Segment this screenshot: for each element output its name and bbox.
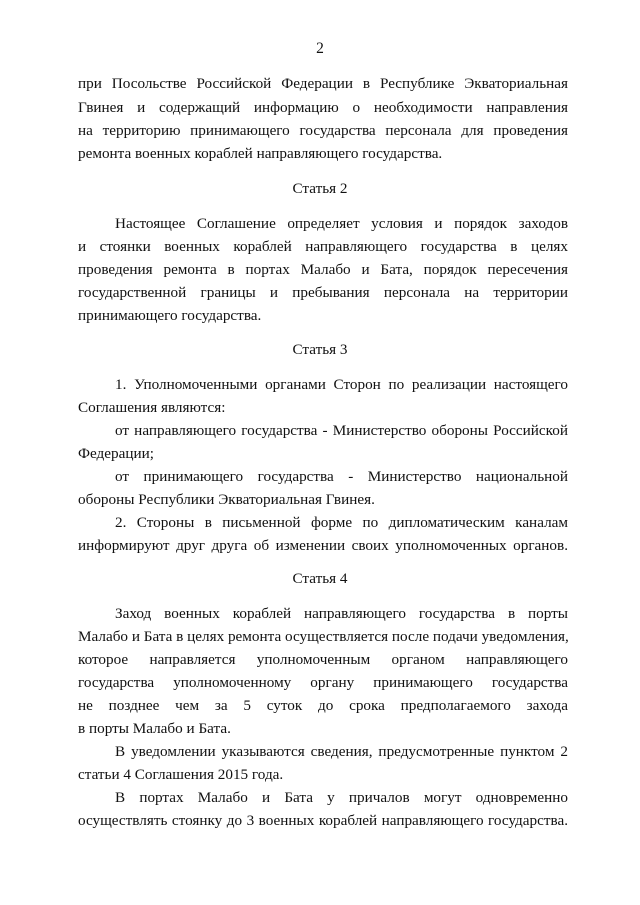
article-2-line: принимающего государства. bbox=[78, 307, 262, 324]
article-4-line: не позднее чем за 5 суток до срока предполагаемого захода bbox=[78, 697, 568, 714]
intro-line: при Посольстве Российской Федерации в Республике Экваториальная bbox=[78, 75, 568, 92]
article-3-line: 2. Стороны в письменной форме по дипломатическим каналам bbox=[115, 514, 568, 531]
article-4-line: в порты Малабо и Бата. bbox=[78, 720, 231, 737]
article-3-line: информируют друг друга об изменении своих уполномоченных органов. bbox=[78, 537, 568, 554]
intro-line: Гвинея и содержащий информацию о необходимости направления bbox=[78, 99, 568, 116]
article-2-line: проведения ремонта в портах Малабо и Бата, порядок пересечения bbox=[78, 261, 568, 278]
article-3-line: от принимающего государства - Министерство национальной bbox=[115, 468, 568, 485]
article-3-line: Соглашения являются: bbox=[78, 399, 226, 416]
article-4-line: В портах Малабо и Бата у причалов могут одновременно bbox=[115, 789, 568, 806]
intro-line: на территорию принимающего государства персонала для проведения bbox=[78, 122, 568, 139]
article-3-line: Федерации; bbox=[78, 445, 154, 462]
article-4-heading: Статья 4 bbox=[292, 570, 348, 587]
article-4-line: государства уполномоченному органу принимающего государства bbox=[78, 674, 568, 691]
article-4-line: В уведомлении указываются сведения, предусмотренные пунктом 2 bbox=[115, 743, 568, 760]
article-3-line: от направляющего государства - Министерство обороны Российской bbox=[115, 422, 568, 439]
article-3-heading: Статья 3 bbox=[292, 341, 348, 358]
article-3-line: обороны Республики Экваториальная Гвинея. bbox=[78, 491, 375, 508]
article-4-line: осуществлять стоянку до 3 военных кораблей направляющего государства. bbox=[78, 812, 568, 829]
page-number: 2 bbox=[316, 40, 324, 57]
article-4-line: статьи 4 Соглашения 2015 года. bbox=[78, 766, 284, 783]
article-4-line: Малабо и Бата в целях ремонта осуществляется после подачи уведомления, bbox=[78, 628, 569, 645]
article-2-line: государственной границы и пребывания персонала на территории bbox=[78, 284, 568, 301]
article-2-line: и стоянки военных кораблей направляющего государства в целях bbox=[78, 238, 568, 255]
article-2-heading: Статья 2 bbox=[292, 180, 348, 197]
article-4-line: Заход военных кораблей направляющего государства в порты bbox=[115, 605, 568, 622]
article-2-line: Настоящее Соглашение определяет условия и порядок заходов bbox=[115, 215, 568, 232]
article-4-line: которое направляется уполномоченным органом направляющего bbox=[78, 651, 568, 668]
article-3-line: 1. Уполномоченными органами Сторон по реализации настоящего bbox=[115, 376, 568, 393]
intro-line: ремонта военных кораблей направляющего государства. bbox=[78, 145, 443, 162]
